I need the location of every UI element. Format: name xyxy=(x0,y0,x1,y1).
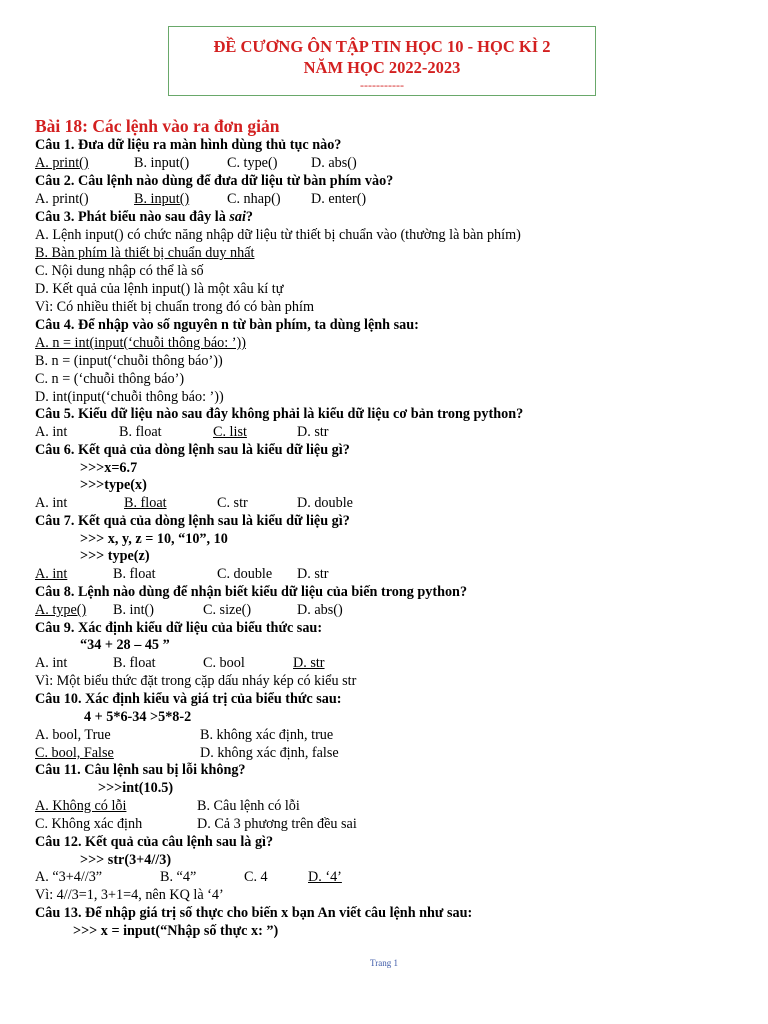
q5-option-d: D. str xyxy=(297,424,329,440)
q9-option-b: B. float xyxy=(113,655,156,671)
q9-code-1: “34 + 28 – 45 ” xyxy=(80,637,170,653)
doc-title: ĐỀ CƯƠNG ÔN TẬP TIN HỌC 10 - HỌC KÌ 2 xyxy=(213,37,551,56)
q4-option-a: A. n = int(input(‘chuỗi thông báo: ’)) xyxy=(35,335,246,351)
q11-code-1: >>>int(10.5) xyxy=(98,780,174,796)
q1-option-c: C. type() xyxy=(227,155,278,171)
q8-option-d: D. abs() xyxy=(297,602,343,618)
q3-option-d: D. Kết quả của lệnh input() là một xâu kí tự xyxy=(35,281,284,297)
school-year: NĂM HỌC 2022-2023 xyxy=(303,58,461,77)
question-3-text: Câu 3. Phát biểu nào sau đây là xyxy=(35,209,230,225)
q6-option-c: C. str xyxy=(217,495,248,511)
q10-option-b: B. không xác định, true xyxy=(200,727,334,743)
question-11: Câu 11. Câu lệnh sau bị lỗi không? xyxy=(35,762,246,778)
question-4: Câu 4. Để nhập vào số nguyên n từ bàn phím, ta dùng lệnh sau: xyxy=(35,317,419,333)
q8-option-a: A. type() xyxy=(35,602,87,618)
q12-option-b: B. “4” xyxy=(160,869,197,885)
q1-option-a: A. print() xyxy=(35,155,89,171)
q11-option-b: B. Câu lệnh có lỗi xyxy=(197,798,300,814)
q10-option-c: C. bool, False xyxy=(35,745,114,761)
q6-code-1: >>>x=6.7 xyxy=(80,460,138,476)
q8-option-c: C. size() xyxy=(203,602,252,618)
question-10: Câu 10. Xác định kiểu và giá trị của biểu thức sau: xyxy=(35,691,342,707)
q7-option-a: A. int xyxy=(35,566,68,582)
q4-option-b: B. n = (input(‘chuỗi thông báo’)) xyxy=(35,353,223,369)
q3-option-a: A. Lệnh input() có chức năng nhập dữ liệu từ thiết bị chuẩn vào (thường là bàn phím) xyxy=(35,227,521,243)
q13-code-1: >>> x = input(“Nhập số thực x: ”) xyxy=(73,923,279,939)
q10-option-a: A. bool, True xyxy=(35,727,111,743)
q11-option-c: C. Không xác định xyxy=(35,816,143,832)
title-divider: ----------- xyxy=(360,78,404,92)
q5-option-b: B. float xyxy=(119,424,162,440)
q12-option-a: A. “3+4//3” xyxy=(35,869,103,885)
q1-option-b: B. input() xyxy=(134,155,190,171)
question-3-sai: sai xyxy=(229,209,246,225)
q2-option-a: A. print() xyxy=(35,191,89,207)
q11-option-d: D. Cả 3 phương trên đều sai xyxy=(197,816,357,832)
q8-option-b: B. int() xyxy=(113,602,154,618)
page-number: Trang 1 xyxy=(370,958,398,968)
q2-option-d: D. enter() xyxy=(311,191,367,207)
lesson-heading: Bài 18: Các lệnh vào ra đơn giản xyxy=(35,116,280,136)
q5-option-c: C. list xyxy=(213,424,247,440)
q4-option-d: D. int(input(‘chuỗi thông báo: ’)) xyxy=(35,389,224,405)
q2-option-c: C. nhap() xyxy=(227,191,281,207)
q6-option-a: A. int xyxy=(35,495,68,511)
q11-option-a: A. Không có lỗi xyxy=(35,798,127,814)
question-12: Câu 12. Kết quả của câu lệnh sau là gì? xyxy=(35,834,274,850)
question-8: Câu 8. Lệnh nào dùng để nhận biết kiểu dữ liệu của biến trong python? xyxy=(35,584,468,600)
q4-option-c: C. n = (‘chuỗi thông báo’) xyxy=(35,371,185,387)
q5-option-a: A. int xyxy=(35,424,68,440)
question-6: Câu 6. Kết quả của dòng lệnh sau là kiểu dữ liệu gì? xyxy=(35,442,350,458)
question-3 xyxy=(35,209,253,226)
q12-explanation: Vì: 4//3=1, 3+1=4, nên KQ là ‘4’ xyxy=(35,887,224,903)
question-13: Câu 13. Để nhập giá trị số thực cho biến x bạn An viết câu lệnh như sau: xyxy=(35,905,473,921)
question-2: Câu 2. Câu lệnh nào dùng để đưa dữ liệu từ bàn phím vào? xyxy=(35,173,394,189)
question-7: Câu 7. Kết quả của dòng lệnh sau là kiểu dữ liệu gì? xyxy=(35,513,350,529)
question-1: Câu 1. Đưa dữ liệu ra màn hình dùng thủ tục nào? xyxy=(35,137,342,153)
q9-explanation: Vì: Một biểu thức đặt trong cặp dấu nháy kép có kiểu str xyxy=(35,673,357,689)
q6-option-d: D. double xyxy=(297,495,353,511)
question-5: Câu 5. Kiểu dữ liệu nào sau đây không phải là kiểu dữ liệu cơ bản trong python? xyxy=(35,406,524,422)
q1-option-d: D. abs() xyxy=(311,155,357,171)
q3-option-b: B. Bàn phím là thiết bị chuẩn duy nhất xyxy=(35,245,255,261)
q7-code-1: >>> x, y, z = 10, “10”, 10 xyxy=(80,531,228,547)
q12-code-1: >>> str(3+4//3) xyxy=(80,852,172,868)
q3-explanation: Vì: Có nhiều thiết bị chuẩn trong đó có bàn phím xyxy=(35,299,314,315)
q9-option-a: A. int xyxy=(35,655,68,671)
q12-option-d: D. ‘4’ xyxy=(308,869,342,885)
q2-option-b: B. input() xyxy=(134,191,190,207)
question-3-end: ? xyxy=(245,209,253,225)
q10-code-1: 4 + 5*6-34 >5*8-2 xyxy=(84,709,192,725)
q10-option-d: D. không xác định, false xyxy=(200,745,339,761)
q9-option-c: C. bool xyxy=(203,655,245,671)
q9-option-d: D. str xyxy=(293,655,325,671)
q7-option-b: B. float xyxy=(113,566,156,582)
q6-code-2: >>>type(x) xyxy=(80,477,147,493)
title-box xyxy=(168,26,596,96)
q6-option-b: B. float xyxy=(124,495,167,511)
q7-option-d: D. str xyxy=(297,566,329,582)
q3-option-c: C. Nội dung nhập có thể là số xyxy=(35,263,204,279)
q12-option-c: C. 4 xyxy=(244,869,268,885)
question-9: Câu 9. Xác định kiểu dữ liệu của biểu thức sau: xyxy=(35,620,323,636)
q7-option-c: C. double xyxy=(217,566,273,582)
q7-code-2: >>> type(z) xyxy=(80,548,150,564)
